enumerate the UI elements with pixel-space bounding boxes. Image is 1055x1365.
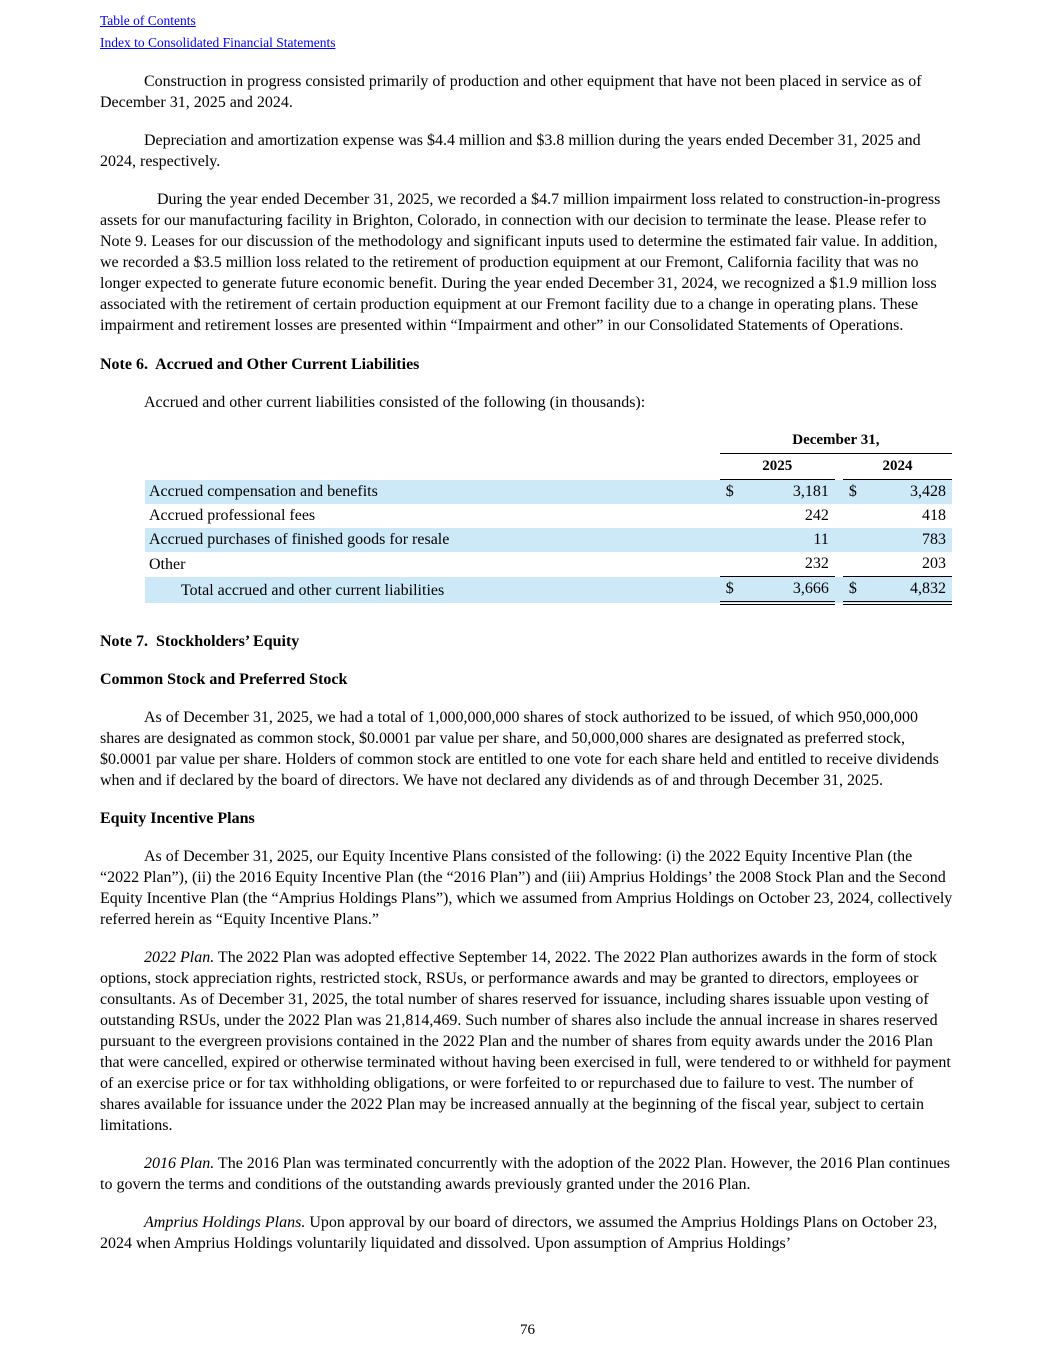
value-2025: 3,181 bbox=[744, 480, 835, 505]
table-total-row bbox=[145, 577, 952, 604]
paragraph-equity-plans-overview: As of December 31, 2025, our Equity Incentive Plans consisted of the following: (i) the 2022 Equity Incentive Plan (the “2022 Plan”), (ii) the 2016 Equity Incentive Plan (the “2016 Plan”) and (iii) Amprius Holdings’ the 2008 Stock Plan and the Second Equity Incentive Plan (the “Amprius Holdings Plans”), which we assumed from Amprius Holdings on October 23, 2024, collectively referred herein as “Equity Incentive Plans.” bbox=[100, 848, 953, 928]
column-header-2024: 2024 bbox=[843, 454, 952, 480]
table-of-contents-link[interactable]: Table of Contents bbox=[100, 13, 196, 28]
paragraph-construction-in-progress: Construction in progress consisted primarily of production and other equipment that have not been placed in service as of December 31, 2025 and 2024. bbox=[100, 73, 922, 111]
note7-heading: Note 7. Stockholders’ Equity bbox=[100, 633, 300, 650]
index-to-financial-statements-link[interactable]: Index to Consolidated Financial Statements bbox=[100, 35, 336, 50]
header-links bbox=[100, 10, 955, 54]
table-row bbox=[145, 552, 952, 577]
dollar-sign: $ bbox=[720, 480, 744, 505]
row-label: Accrued purchases of finished goods for resale bbox=[145, 528, 720, 552]
note6-intro: Accrued and other current liabilities consisted of the following (in thousands): bbox=[144, 394, 646, 411]
table-row bbox=[145, 528, 952, 552]
total-value-2025: 3,666 bbox=[744, 577, 835, 604]
equity-incentive-plans-heading: Equity Incentive Plans bbox=[100, 810, 255, 827]
value-2025: 11 bbox=[744, 528, 835, 552]
table-group-header-row bbox=[145, 428, 952, 454]
row-label: Accrued compensation and benefits bbox=[145, 480, 720, 505]
paragraph-2016-plan: 2016 Plan. The 2016 Plan was terminated concurrently with the adoption of the 2022 Plan. However, the 2016 Plan continues to govern the terms and conditions of the outstanding awards previously granted under the 2016 Plan. bbox=[100, 1155, 951, 1193]
table-row bbox=[145, 480, 952, 505]
value-2024: 203 bbox=[867, 552, 952, 577]
total-value-2024: 4,832 bbox=[867, 577, 952, 604]
value-2024: 783 bbox=[867, 528, 952, 552]
total-row-label: Total accrued and other current liabilities bbox=[145, 577, 720, 604]
amprius-plans-lead-in: Amprius Holdings Plans. bbox=[144, 1214, 306, 1231]
value-2025: 242 bbox=[804, 507, 829, 524]
paragraph-2022-plan: 2022 Plan. The 2022 Plan was adopted effective September 14, 2022. The 2022 Plan authorizes awards in the form of stock options, stock appreciation rights, restricted stock, RSUs, or performance awards and may be granted to directors, employees or consultants. As of December 31, 2025, the total number of shares reserved for issuance, including shares issuable upon vesting of outstanding RSUs, under the 2022 Plan was 21,814,469. Such number of shares also include the annual increase in shares reserved pursuant to the evergreen provisions contained in the 2022 Plan and the number of shares from equity awards under the 2016 Plan that were cancelled, expired or otherwise terminated without having been exercised in full, were tendered to or withheld for payment of an exercise price or for tax withholding obligations, or were forfeited to or repurchased due to failure to vest. The number of shares available for issuance under the 2022 Plan may be increased annually at the beginning of the fiscal year, subject to certain limitations. bbox=[100, 949, 951, 1134]
column-header-2025: 2025 bbox=[720, 454, 835, 480]
value-2025: 232 bbox=[744, 552, 835, 577]
dollar-sign: $ bbox=[720, 577, 744, 604]
page-number: 76 bbox=[520, 1322, 535, 1338]
paragraph-impairment-loss: During the year ended December 31, 2025, we recorded a $4.7 million impairment loss related to construction-in-progress assets for our manufacturing facility in Brighton, Colorado, in connection with our decision to terminate the lease. Please refer to Note 9. Leases for our discussion of the methodology and significant inputs used to determine the estimated fair value. In addition, we recorded a $3.5 million loss related to the retirement of production equipment at our Fremont, California facility that was no longer expected to generate future economic benefit. During the year ended December 31, 2024, we recognized a $1.9 million loss associated with the retirement of certain production equipment at our Fremont facility due to a change in operating plans. These impairment and retirement losses are presented within “Impairment and other” in our Consolidated Statements of Operations. bbox=[100, 191, 941, 334]
row-label: Accrued professional fees bbox=[149, 507, 316, 524]
paragraph-depreciation-amortization: Depreciation and amortization expense was $4.4 million and $3.8 million during the years ended December 31, 2025 and 2024, respectively. bbox=[100, 132, 921, 170]
note6-heading: Note 6. Accrued and Other Current Liabilities bbox=[100, 356, 420, 373]
paragraph-amprius-holdings-plans: Amprius Holdings Plans. Upon approval by our board of directors, we assumed the Amprius Holdings Plans on October 23, 2024 when Amprius Holdings voluntarily liquidated and dissolved. Upon assumption of Amprius Holdings’ bbox=[100, 1214, 938, 1252]
group-header-december-31: December 31, bbox=[720, 428, 952, 454]
plan-2016-lead-in: 2016 Plan. bbox=[144, 1155, 215, 1172]
value-2024: 3,428 bbox=[867, 480, 952, 505]
dollar-sign: $ bbox=[843, 480, 867, 505]
accrued-liabilities-table bbox=[145, 428, 952, 605]
value-2024: 418 bbox=[922, 507, 946, 524]
row-label: Other bbox=[149, 555, 186, 573]
table-row bbox=[145, 504, 952, 528]
common-stock-heading: Common Stock and Preferred Stock bbox=[100, 671, 348, 688]
plan-2022-lead-in: 2022 Plan. bbox=[144, 949, 215, 966]
table-year-header-row bbox=[145, 454, 952, 480]
paragraph-authorized-shares: As of December 31, 2025, we had a total of 1,000,000,000 shares of stock authorized to be issued, of which 950,000,000 shares are designated as common stock, $0.0001 par value per share, and 50,000,000 shares are designated as preferred stock, $0.0001 par value per share. Holders of common stock are entitled to one vote for each share held and entitled to receive dividends when and if declared by the board of directors. We have not declared any dividends as of and through December 31, 2025. bbox=[100, 709, 939, 789]
dollar-sign: $ bbox=[843, 577, 867, 604]
